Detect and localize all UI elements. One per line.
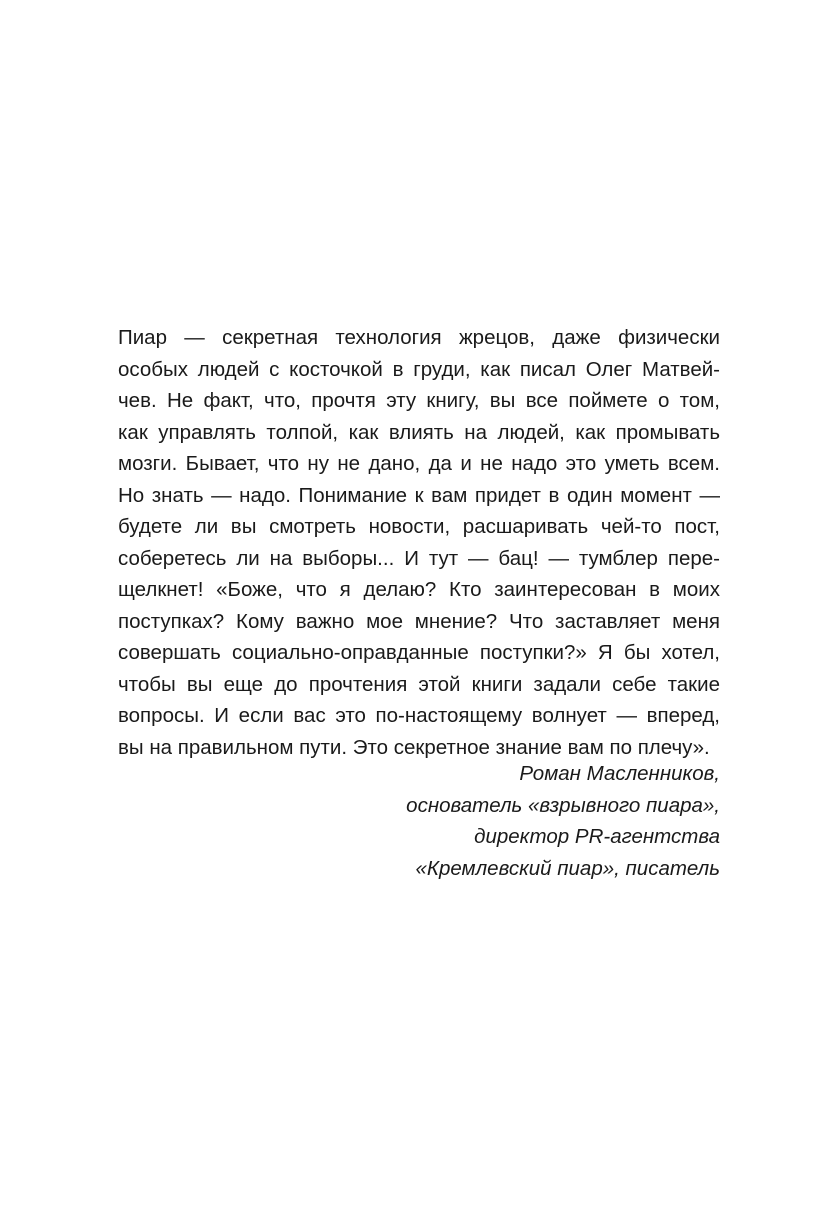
quote-line: Пиар — секретная технология жрецов, даже физически <box>118 326 720 349</box>
quote-line: Но знать — надо. Понимание к вам придет в один момент — <box>118 483 720 507</box>
quote-line: вопросы. И если вас это по-настоящему волнует — вперед, <box>118 704 720 727</box>
quote-line: как управлять толпой, как влиять на людей, как промывать <box>118 420 720 444</box>
quote-line: особых людей с косточкой в груди, как писал Олег Матвей- <box>118 357 720 381</box>
author-role: «Кремлевский пиар», писатель <box>415 856 720 880</box>
quote-line: будете ли вы смотреть новости, расшаривать чей-то пост, <box>118 515 720 538</box>
quote-line: чтобы вы еще до прочтения этой книги задали себе такие <box>118 672 720 696</box>
quote-line: соберетесь ли на выборы... И тут — бац! — тумблер пере- <box>118 546 720 570</box>
quote-line: чев. Не факт, что, прочтя эту книгу, вы все поймете о том, <box>118 389 720 412</box>
author-role: директор PR-агентства <box>474 825 720 848</box>
quote-line: совершать социально-оправданные поступки?» Я бы хотел, <box>118 641 720 664</box>
attribution-block <box>260 758 720 884</box>
quote-line: мозги. Бывает, что ну не дано, да и не надо это уметь всем. <box>118 452 720 475</box>
author-name: Роман Масленников, <box>519 762 720 785</box>
quote-paragraph <box>118 322 720 763</box>
author-role: основатель «взрывного пиара», <box>406 793 720 817</box>
quote-line: поступках? Кому важно мое мнение? Что заставляет меня <box>118 609 720 633</box>
quote-line: вы на правильном пути. Это секретное знание вам по плечу». <box>118 735 710 759</box>
quote-line: щелкнет! «Боже, что я делаю? Кто заинтересован в моих <box>118 578 720 601</box>
